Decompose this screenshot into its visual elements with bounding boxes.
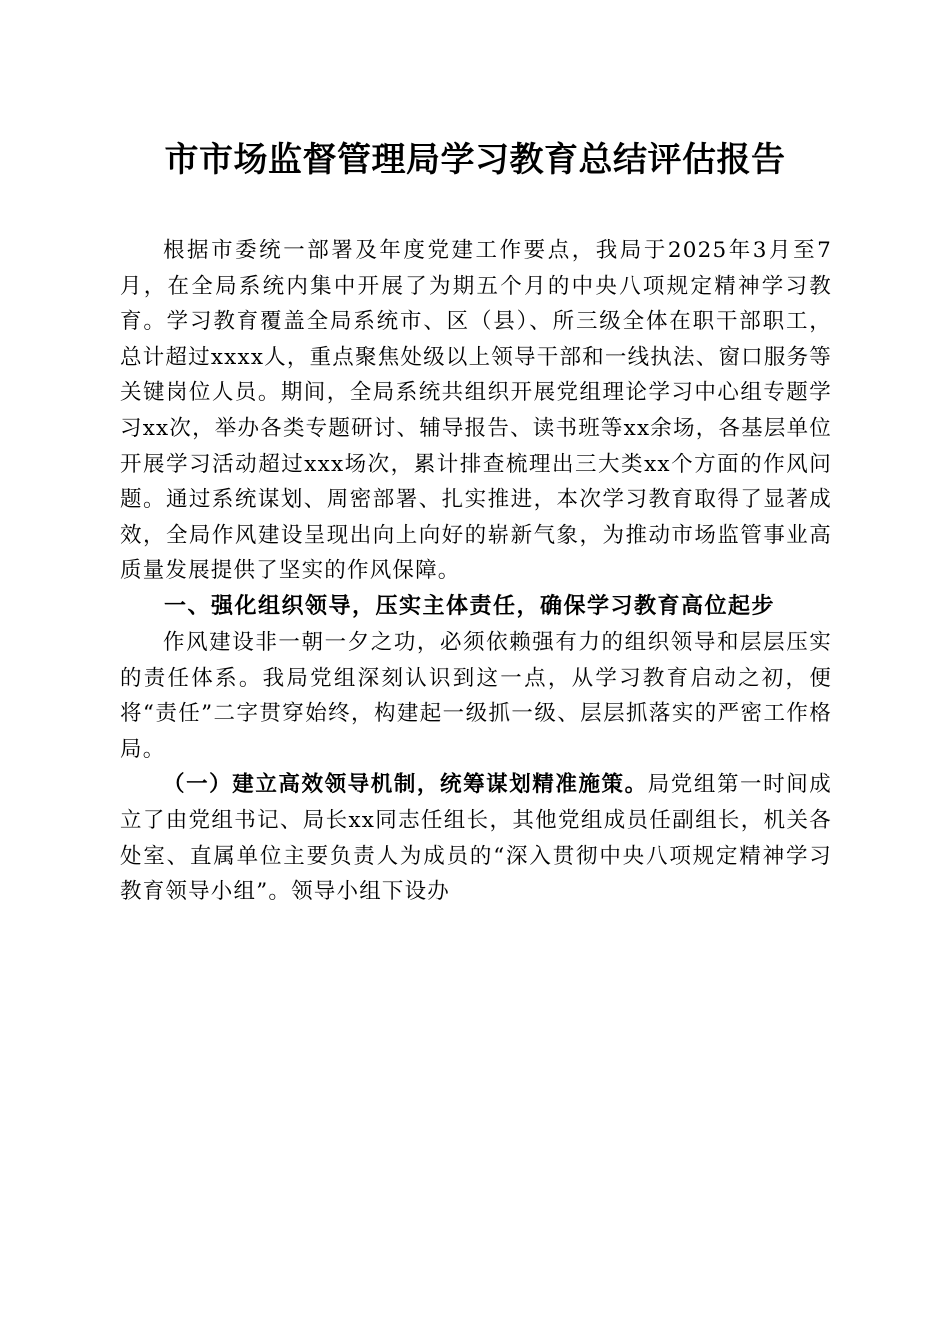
section-1-paragraph: 作风建设非一朝一夕之功，必须依赖强有力的组织领导和层层压实的责任体系。我局党组深刻认识到这一点，从学习教育启动之初，便将“责任”二字贯穿始终，构建起一级抓一级、层层抓落实的严密工作格局。 xyxy=(120,629,832,762)
subsection-1-heading: （一）建立高效领导机制，统筹谋划精准施策。 xyxy=(163,772,648,798)
document-title: 市市场监督管理局学习教育总结评估报告 xyxy=(164,140,786,180)
subsection-1-paragraph xyxy=(120,767,832,909)
intro-paragraph: 根据市委统一部署及年度党建工作要点，我局于2025年3月至7月，在全局系统内集中开展了为期五个月的中央八项规定精神学习教育。学习教育覆盖全局系统市、区（县）、所三级全体在职干部职工，总计超过xxxx人，重点聚焦处级以上领导干部和一线执法、窗口服务等关键岗位人员。期间，全局系统共组织开展党组理论学习中心组专题学习xx次，举办各类专题研讨、辅导报告、读书班等xx余场，各基层单位开展学习活动超过xxx场次，累计排查梳理出三大类xx个方面的作风问题。通过系统谋划、周密部署、扎实推进，本次学习教育取得了显著成效，全局作风建设呈现出向上向好的崭新气象，为推动市场监管事业高质量发展提供了坚实的作风保障。 xyxy=(120,238,832,584)
document-body xyxy=(120,233,832,910)
section-1-heading: 一、强化组织领导，压实主体责任，确保学习教育高位起步 xyxy=(164,593,776,619)
subsection-1-text: 局党组第一时间成立了由党组书记、局长xx同志任组长，其他党组成员任副组长，机关各处室、直属单位主要负责人为成员的“深入贯彻中央八项规定精神学习教育领导小组”。领导小组下设办 xyxy=(120,772,832,905)
